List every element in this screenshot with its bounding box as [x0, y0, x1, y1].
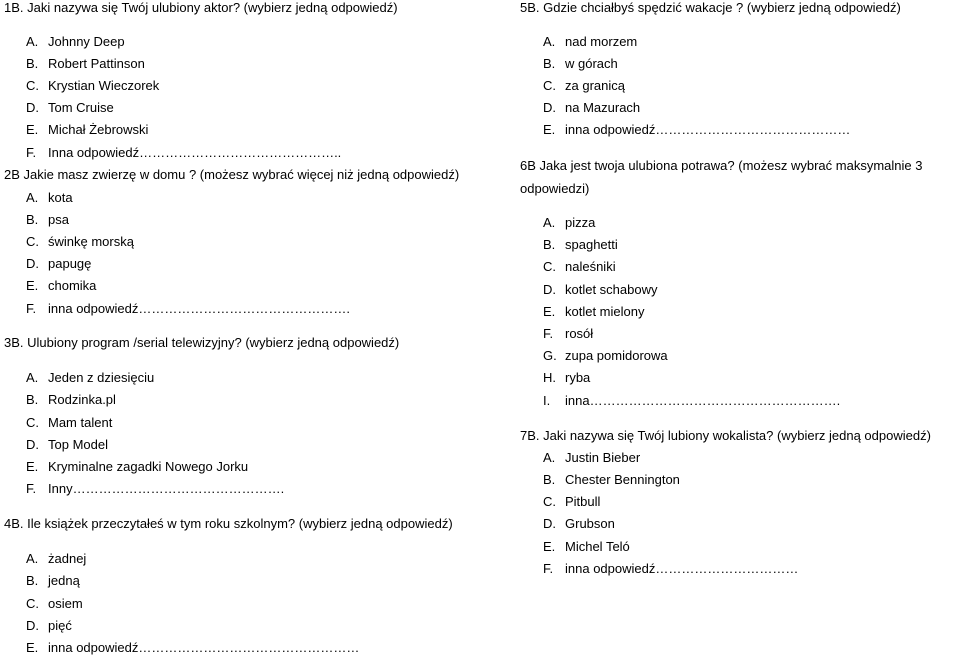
- option-letter: B.: [26, 573, 39, 588]
- answer-option: [26, 370, 154, 386]
- option-letter: D.: [543, 516, 556, 531]
- option-letter: E.: [543, 122, 556, 137]
- answer-option: [26, 640, 359, 656]
- answer-option: [26, 481, 284, 497]
- option-text: Johnny Deep: [48, 34, 125, 49]
- option-letter: B.: [543, 56, 556, 71]
- option-text: inna odpowiedź……………………………: [565, 561, 799, 576]
- option-letter: B.: [543, 472, 556, 487]
- option-letter: D.: [543, 282, 556, 297]
- answer-option: [543, 100, 640, 116]
- option-text: rosół: [565, 326, 594, 341]
- option-letter: B.: [26, 56, 39, 71]
- answer-option: [26, 618, 72, 634]
- answer-option: [543, 237, 618, 253]
- answer-option: [543, 370, 590, 386]
- option-letter: C.: [26, 596, 39, 611]
- answer-option: [543, 494, 600, 510]
- option-letter: D.: [26, 256, 39, 271]
- option-letter: F.: [26, 301, 37, 316]
- answer-option: [26, 596, 83, 612]
- option-text: nad morzem: [565, 34, 638, 49]
- option-letter: A.: [543, 450, 556, 465]
- option-text: inna odpowiedź………………………………………….: [48, 301, 350, 316]
- option-text: kotlet mielony: [565, 304, 645, 319]
- option-letter: E.: [26, 122, 39, 137]
- option-letter: A.: [26, 34, 39, 49]
- option-text: chomika: [48, 278, 97, 293]
- option-text: Rodzinka.pl: [48, 392, 116, 407]
- answer-option: [543, 450, 640, 466]
- option-letter: B.: [26, 392, 39, 407]
- option-text: Kryminalne zagadki Nowego Jorku: [48, 459, 249, 474]
- option-text: Inny………………………………………….: [48, 481, 285, 496]
- option-letter: E.: [543, 539, 556, 554]
- option-text: spaghetti: [565, 237, 618, 252]
- option-text: świnkę morską: [48, 234, 134, 249]
- answer-option: [26, 145, 341, 161]
- option-letter: A.: [26, 551, 39, 566]
- option-text: Grubson: [565, 516, 615, 531]
- option-text: Michał Żebrowski: [48, 122, 149, 137]
- option-text: naleśniki: [565, 259, 616, 274]
- option-letter: C.: [26, 234, 39, 249]
- answer-option: [26, 234, 134, 250]
- question-title: 1B. Jaki nazywa się Twój ulubiony aktor? (wybierz jedną odpowiedź): [4, 0, 398, 15]
- option-letter: G.: [543, 348, 557, 363]
- question-title: 7B. Jaki nazywa się Twój lubiony wokalista? (wybierz jedną odpowiedź): [520, 428, 931, 443]
- option-letter: A.: [26, 190, 39, 205]
- option-text: za granicą: [565, 78, 625, 93]
- option-letter: F.: [26, 145, 37, 160]
- option-letter: F.: [26, 481, 37, 496]
- option-text: na Mazurach: [565, 100, 641, 115]
- answer-option: [26, 573, 80, 589]
- option-text: Top Model: [48, 437, 108, 452]
- answer-option: [26, 34, 125, 50]
- answer-option: [26, 190, 73, 206]
- option-text: inna odpowiedź……………………………………………: [48, 640, 360, 655]
- answer-option: [26, 122, 148, 138]
- option-letter: C.: [543, 494, 556, 509]
- option-text: Michel Teló: [565, 539, 630, 554]
- answer-option: [543, 34, 637, 50]
- option-letter: D.: [543, 100, 556, 115]
- option-text: Chester Bennington: [565, 472, 680, 487]
- answer-option: [543, 516, 615, 532]
- option-letter: E.: [26, 640, 39, 655]
- option-letter: E.: [543, 304, 556, 319]
- answer-option: [26, 437, 108, 453]
- option-letter: C.: [543, 259, 556, 274]
- option-text: Mam talent: [48, 415, 113, 430]
- question-title: 4B. Ile książek przeczytałeś w tym roku szkolnym? (wybierz jedną odpowiedź): [4, 516, 453, 531]
- option-text: pięć: [48, 618, 72, 633]
- answer-option: [543, 348, 668, 364]
- option-letter: C.: [543, 78, 556, 93]
- option-letter: B.: [543, 237, 556, 252]
- answer-option: [543, 259, 616, 275]
- option-text: inna odpowiedź………………………………………: [565, 122, 851, 137]
- option-text: osiem: [48, 596, 83, 611]
- question-title: 3B. Ulubiony program /serial telewizyjny? (wybierz jedną odpowiedź): [4, 335, 400, 350]
- answer-option: [543, 561, 798, 577]
- answer-option: [26, 100, 114, 116]
- option-text: jedną: [48, 573, 80, 588]
- option-text: papugę: [48, 256, 92, 271]
- option-letter: E.: [26, 278, 39, 293]
- option-text: Pitbull: [565, 494, 601, 509]
- answer-option: [543, 78, 625, 94]
- answer-option: [26, 56, 145, 72]
- option-text: Inna odpowiedź………………………………………..: [48, 145, 342, 160]
- option-letter: B.: [26, 212, 39, 227]
- answer-option: [26, 551, 86, 567]
- option-text: kotlet schabowy: [565, 282, 658, 297]
- option-letter: D.: [26, 100, 39, 115]
- option-text: Justin Bieber: [565, 450, 641, 465]
- answer-option: [26, 415, 112, 431]
- option-text: w górach: [565, 56, 618, 71]
- answer-option: [543, 215, 595, 231]
- option-letter: I.: [543, 393, 551, 408]
- option-text: żadnej: [48, 551, 87, 566]
- answer-option: [26, 278, 96, 294]
- option-text: Jeden z dziesięciu: [48, 370, 155, 385]
- question-title-continued: odpowiedzi): [520, 181, 590, 196]
- option-text: Robert Pattinson: [48, 56, 145, 71]
- answer-option: [26, 212, 69, 228]
- option-letter: E.: [26, 459, 39, 474]
- option-text: ryba: [565, 370, 591, 385]
- option-text: inna………………………………………………….: [565, 393, 841, 408]
- option-text: zupa pomidorowa: [565, 348, 668, 363]
- question-title: 6B Jaka jest twoja ulubiona potrawa? (możesz wybrać maksymalnie 3: [520, 158, 923, 173]
- option-letter: A.: [543, 215, 556, 230]
- answer-option: [543, 122, 850, 138]
- question-title: 5B. Gdzie chciałbyś spędzić wakacje ? (wybierz jedną odpowiedź): [520, 0, 901, 15]
- answer-option: [26, 459, 248, 475]
- option-letter: A.: [26, 370, 39, 385]
- option-text: pizza: [565, 215, 596, 230]
- option-letter: A.: [543, 34, 556, 49]
- answer-option: [26, 301, 350, 317]
- option-letter: C.: [26, 78, 39, 93]
- answer-option: [543, 282, 658, 298]
- answer-option: [543, 393, 840, 409]
- answer-option: [543, 326, 593, 342]
- answer-option: [543, 304, 644, 320]
- answer-option: [26, 78, 159, 94]
- answer-option: [543, 56, 618, 72]
- question-title: 2B Jakie masz zwierzę w domu ? (możesz wybrać więcej niż jedną odpowiedź): [4, 167, 460, 182]
- option-letter: F.: [543, 561, 554, 576]
- answer-option: [543, 472, 680, 488]
- option-letter: D.: [26, 437, 39, 452]
- option-text: Tom Cruise: [48, 100, 114, 115]
- option-letter: C.: [26, 415, 39, 430]
- answer-option: [26, 392, 116, 408]
- option-text: Krystian Wieczorek: [48, 78, 160, 93]
- answer-option: [543, 539, 630, 555]
- option-text: kota: [48, 190, 73, 205]
- answer-option: [26, 256, 91, 272]
- option-text: psa: [48, 212, 69, 227]
- option-letter: H.: [543, 370, 556, 385]
- option-letter: F.: [543, 326, 554, 341]
- option-letter: D.: [26, 618, 39, 633]
